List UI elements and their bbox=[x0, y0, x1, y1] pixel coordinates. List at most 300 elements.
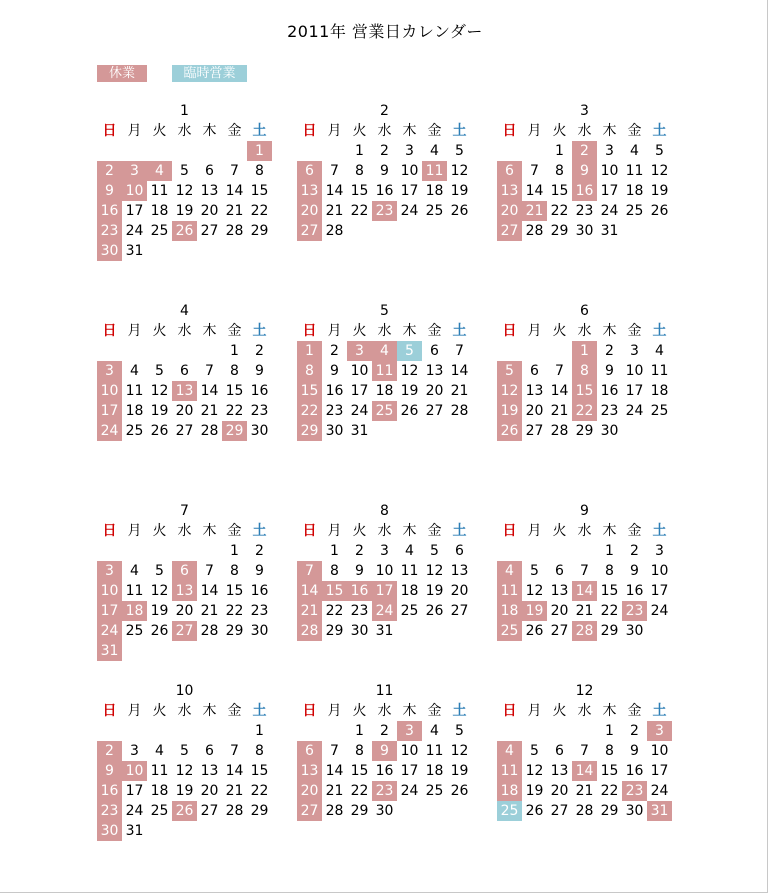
day-cell: 20 bbox=[175, 603, 194, 619]
day-cell: 17 bbox=[125, 203, 144, 219]
day-cell: 17 bbox=[400, 763, 419, 779]
day-cell: 19 bbox=[425, 583, 444, 599]
month-8 bbox=[297, 501, 472, 681]
day-cell: 15 bbox=[250, 183, 269, 199]
day-cell: 11 bbox=[150, 183, 169, 199]
day-cell: 16 bbox=[600, 383, 619, 399]
weekday-header: 火 bbox=[152, 123, 167, 139]
weekday-header: 金 bbox=[627, 323, 642, 339]
weekday-header: 月 bbox=[327, 123, 342, 139]
day-cell: 20 bbox=[550, 603, 569, 619]
day-cell: 6 bbox=[297, 741, 322, 761]
day-cell: 3 bbox=[130, 743, 139, 759]
day-cell: 3 bbox=[122, 161, 147, 181]
day-cell: 21 bbox=[575, 783, 594, 799]
day-cell: 1 bbox=[255, 723, 264, 739]
month-1 bbox=[97, 101, 272, 281]
day-cell: 10 bbox=[400, 163, 419, 179]
day-cell: 5 bbox=[180, 163, 189, 179]
weekday-header: 木 bbox=[402, 123, 417, 139]
day-cell: 7 bbox=[230, 163, 239, 179]
day-cell: 4 bbox=[147, 161, 172, 181]
day-cell: 26 bbox=[425, 603, 444, 619]
month-10 bbox=[97, 681, 272, 861]
day-cell: 13 bbox=[297, 181, 322, 201]
day-cell: 17 bbox=[97, 401, 122, 421]
weekday-header: 土 bbox=[252, 123, 267, 139]
weekday-header: 土 bbox=[452, 523, 467, 539]
weekday-header: 木 bbox=[202, 703, 217, 719]
month-title: 9 bbox=[580, 503, 589, 519]
day-cell: 13 bbox=[200, 183, 219, 199]
day-cell: 29 bbox=[600, 623, 619, 639]
day-cell: 14 bbox=[450, 363, 469, 379]
day-cell: 3 bbox=[97, 561, 122, 581]
day-cell: 10 bbox=[122, 181, 147, 201]
day-cell: 29 bbox=[575, 423, 594, 439]
month-title: 10 bbox=[175, 683, 194, 699]
day-cell: 22 bbox=[225, 403, 244, 419]
month-title: 7 bbox=[180, 503, 189, 519]
day-cell: 4 bbox=[497, 561, 522, 581]
day-cell: 13 bbox=[425, 363, 444, 379]
month-11 bbox=[297, 681, 472, 861]
day-cell: 19 bbox=[650, 183, 669, 199]
day-cell: 6 bbox=[172, 561, 197, 581]
day-cell: 21 bbox=[200, 403, 219, 419]
day-cell: 1 bbox=[230, 543, 239, 559]
day-cell: 15 bbox=[225, 383, 244, 399]
day-cell: 21 bbox=[225, 203, 244, 219]
month-title: 2 bbox=[380, 103, 389, 119]
day-cell: 7 bbox=[297, 561, 322, 581]
day-cell: 25 bbox=[425, 783, 444, 799]
day-cell: 28 bbox=[575, 803, 594, 819]
weekday-header: 水 bbox=[177, 123, 192, 139]
day-cell: 18 bbox=[150, 783, 169, 799]
day-cell: 8 bbox=[230, 363, 239, 379]
weekday-header: 水 bbox=[577, 703, 592, 719]
day-cell: 29 bbox=[550, 223, 569, 239]
day-cell: 15 bbox=[350, 763, 369, 779]
day-cell: 10 bbox=[625, 363, 644, 379]
day-cell: 23 bbox=[622, 601, 647, 621]
day-cell: 13 bbox=[550, 583, 569, 599]
day-cell: 14 bbox=[325, 183, 344, 199]
weekday-header: 月 bbox=[327, 323, 342, 339]
day-cell: 27 bbox=[200, 803, 219, 819]
day-cell: 1 bbox=[247, 141, 272, 161]
day-cell: 18 bbox=[375, 383, 394, 399]
day-cell: 6 bbox=[455, 543, 464, 559]
day-cell: 6 bbox=[180, 363, 189, 379]
day-cell: 4 bbox=[630, 143, 639, 159]
weekday-header: 木 bbox=[402, 523, 417, 539]
day-cell: 23 bbox=[250, 603, 269, 619]
weekday-header: 金 bbox=[227, 123, 242, 139]
day-cell: 21 bbox=[550, 403, 569, 419]
day-cell: 8 bbox=[555, 163, 564, 179]
day-cell: 23 bbox=[250, 403, 269, 419]
day-cell: 3 bbox=[630, 343, 639, 359]
day-cell: 20 bbox=[200, 203, 219, 219]
weekday-header: 土 bbox=[452, 323, 467, 339]
day-cell: 11 bbox=[497, 581, 522, 601]
day-cell: 2 bbox=[380, 723, 389, 739]
day-cell: 24 bbox=[125, 803, 144, 819]
day-cell: 8 bbox=[330, 563, 339, 579]
weekday-header: 月 bbox=[127, 323, 142, 339]
day-cell: 25 bbox=[150, 223, 169, 239]
day-cell: 28 bbox=[450, 403, 469, 419]
weekday-header: 水 bbox=[177, 323, 192, 339]
day-cell: 29 bbox=[250, 803, 269, 819]
day-cell: 10 bbox=[350, 363, 369, 379]
day-cell: 7 bbox=[205, 563, 214, 579]
weekday-header: 土 bbox=[452, 123, 467, 139]
day-cell: 19 bbox=[450, 763, 469, 779]
day-cell: 2 bbox=[380, 143, 389, 159]
day-cell: 28 bbox=[550, 423, 569, 439]
weekday-header: 日 bbox=[502, 123, 517, 139]
weekday-header: 木 bbox=[202, 123, 217, 139]
day-cell: 12 bbox=[450, 163, 469, 179]
day-cell: 5 bbox=[155, 563, 164, 579]
day-cell: 25 bbox=[497, 801, 522, 821]
day-cell: 30 bbox=[250, 423, 269, 439]
day-cell: 7 bbox=[555, 363, 564, 379]
weekday-header: 日 bbox=[302, 523, 317, 539]
weekday-header: 木 bbox=[202, 323, 217, 339]
weekday-header: 金 bbox=[427, 323, 442, 339]
day-cell: 17 bbox=[400, 183, 419, 199]
day-cell: 17 bbox=[600, 183, 619, 199]
day-cell: 22 bbox=[225, 603, 244, 619]
month-title: 6 bbox=[580, 303, 589, 319]
day-cell: 10 bbox=[650, 743, 669, 759]
day-cell: 9 bbox=[630, 743, 639, 759]
day-cell: 2 bbox=[97, 741, 122, 761]
day-cell: 4 bbox=[130, 563, 139, 579]
day-cell: 26 bbox=[172, 801, 197, 821]
day-cell: 31 bbox=[375, 623, 394, 639]
day-cell: 24 bbox=[600, 203, 619, 219]
day-cell: 12 bbox=[425, 563, 444, 579]
weekday-header: 火 bbox=[152, 323, 167, 339]
day-cell: 10 bbox=[400, 743, 419, 759]
weekday-header: 水 bbox=[377, 523, 392, 539]
weekday-header: 金 bbox=[627, 703, 642, 719]
weekday-header: 金 bbox=[427, 123, 442, 139]
day-cell: 27 bbox=[525, 423, 544, 439]
month-12 bbox=[497, 681, 672, 861]
day-cell: 28 bbox=[225, 223, 244, 239]
day-cell: 1 bbox=[355, 143, 364, 159]
weekday-header: 水 bbox=[177, 703, 192, 719]
day-cell: 22 bbox=[325, 603, 344, 619]
day-cell: 24 bbox=[400, 783, 419, 799]
day-cell: 21 bbox=[450, 383, 469, 399]
day-cell: 22 bbox=[350, 203, 369, 219]
day-cell: 2 bbox=[572, 141, 597, 161]
weekday-header: 月 bbox=[527, 123, 542, 139]
day-cell: 12 bbox=[525, 763, 544, 779]
day-cell: 14 bbox=[525, 183, 544, 199]
day-cell: 5 bbox=[155, 363, 164, 379]
day-cell: 9 bbox=[605, 363, 614, 379]
day-cell: 25 bbox=[125, 423, 144, 439]
weekday-header: 土 bbox=[252, 323, 267, 339]
day-cell: 22 bbox=[600, 783, 619, 799]
day-cell: 1 bbox=[355, 723, 364, 739]
day-cell: 30 bbox=[97, 821, 122, 841]
day-cell: 10 bbox=[97, 581, 122, 601]
day-cell: 24 bbox=[372, 601, 397, 621]
day-cell: 11 bbox=[497, 761, 522, 781]
day-cell: 11 bbox=[372, 361, 397, 381]
day-cell: 27 bbox=[550, 803, 569, 819]
day-cell: 27 bbox=[550, 623, 569, 639]
day-cell: 19 bbox=[450, 183, 469, 199]
day-cell: 15 bbox=[600, 763, 619, 779]
day-cell: 7 bbox=[455, 343, 464, 359]
day-cell: 4 bbox=[130, 363, 139, 379]
day-cell: 2 bbox=[255, 543, 264, 559]
day-cell: 30 bbox=[375, 803, 394, 819]
day-cell: 15 bbox=[322, 581, 347, 601]
day-cell: 16 bbox=[325, 383, 344, 399]
month-title: 1 bbox=[180, 103, 189, 119]
day-cell: 23 bbox=[372, 781, 397, 801]
day-cell: 5 bbox=[530, 563, 539, 579]
day-cell: 15 bbox=[572, 381, 597, 401]
day-cell: 29 bbox=[250, 223, 269, 239]
weekday-header: 日 bbox=[102, 703, 117, 719]
day-cell: 6 bbox=[297, 161, 322, 181]
day-cell: 20 bbox=[297, 781, 322, 801]
day-cell: 16 bbox=[625, 763, 644, 779]
day-cell: 7 bbox=[205, 363, 214, 379]
day-cell: 9 bbox=[372, 741, 397, 761]
weekday-header: 土 bbox=[252, 523, 267, 539]
day-cell: 4 bbox=[372, 341, 397, 361]
day-cell: 27 bbox=[497, 221, 522, 241]
day-cell: 6 bbox=[205, 163, 214, 179]
day-cell: 7 bbox=[530, 163, 539, 179]
day-cell: 2 bbox=[97, 161, 122, 181]
day-cell: 5 bbox=[655, 143, 664, 159]
day-cell: 30 bbox=[325, 423, 344, 439]
weekday-header: 土 bbox=[652, 703, 667, 719]
day-cell: 13 bbox=[172, 581, 197, 601]
day-cell: 24 bbox=[97, 621, 122, 641]
day-cell: 1 bbox=[555, 143, 564, 159]
day-cell: 23 bbox=[350, 603, 369, 619]
day-cell: 16 bbox=[572, 181, 597, 201]
day-cell: 2 bbox=[355, 543, 364, 559]
day-cell: 16 bbox=[97, 781, 122, 801]
day-cell: 23 bbox=[600, 403, 619, 419]
day-cell: 17 bbox=[350, 383, 369, 399]
day-cell: 1 bbox=[605, 543, 614, 559]
day-cell: 7 bbox=[580, 563, 589, 579]
day-cell: 13 bbox=[200, 763, 219, 779]
day-cell: 13 bbox=[172, 381, 197, 401]
day-cell: 16 bbox=[250, 383, 269, 399]
legend-special-swatch: 臨時営業 bbox=[172, 65, 247, 82]
day-cell: 18 bbox=[625, 183, 644, 199]
day-cell: 18 bbox=[122, 601, 147, 621]
day-cell: 14 bbox=[325, 763, 344, 779]
day-cell: 13 bbox=[450, 563, 469, 579]
day-cell: 4 bbox=[430, 723, 439, 739]
day-cell: 28 bbox=[572, 621, 597, 641]
day-cell: 31 bbox=[350, 423, 369, 439]
day-cell: 28 bbox=[200, 623, 219, 639]
weekday-header: 月 bbox=[127, 123, 142, 139]
weekday-header: 日 bbox=[302, 123, 317, 139]
day-cell: 30 bbox=[97, 241, 122, 261]
day-cell: 9 bbox=[330, 363, 339, 379]
day-cell: 13 bbox=[297, 761, 322, 781]
day-cell: 21 bbox=[200, 603, 219, 619]
day-cell: 19 bbox=[497, 401, 522, 421]
day-cell: 14 bbox=[297, 581, 322, 601]
day-cell: 12 bbox=[175, 183, 194, 199]
day-cell: 7 bbox=[230, 743, 239, 759]
day-cell: 30 bbox=[625, 623, 644, 639]
day-cell: 9 bbox=[355, 563, 364, 579]
day-cell: 3 bbox=[405, 143, 414, 159]
day-cell: 20 bbox=[450, 583, 469, 599]
day-cell: 22 bbox=[550, 203, 569, 219]
weekday-header: 水 bbox=[577, 523, 592, 539]
day-cell: 4 bbox=[655, 343, 664, 359]
weekday-header: 日 bbox=[302, 323, 317, 339]
day-cell: 19 bbox=[150, 403, 169, 419]
weekday-header: 火 bbox=[552, 123, 567, 139]
day-cell: 28 bbox=[525, 223, 544, 239]
day-cell: 18 bbox=[497, 601, 522, 621]
day-cell: 27 bbox=[297, 221, 322, 241]
weekday-header: 水 bbox=[377, 323, 392, 339]
day-cell: 30 bbox=[625, 803, 644, 819]
month-2 bbox=[297, 101, 472, 281]
day-cell: 3 bbox=[397, 721, 422, 741]
day-cell: 2 bbox=[605, 343, 614, 359]
weekday-header: 月 bbox=[127, 523, 142, 539]
day-cell: 5 bbox=[430, 543, 439, 559]
day-cell: 5 bbox=[180, 743, 189, 759]
month-7 bbox=[97, 501, 272, 681]
day-cell: 25 bbox=[150, 803, 169, 819]
day-cell: 29 bbox=[350, 803, 369, 819]
weekday-header: 月 bbox=[327, 703, 342, 719]
weekday-header: 火 bbox=[152, 703, 167, 719]
day-cell: 30 bbox=[575, 223, 594, 239]
day-cell: 2 bbox=[330, 343, 339, 359]
day-cell: 12 bbox=[450, 743, 469, 759]
day-cell: 15 bbox=[350, 183, 369, 199]
month-6 bbox=[497, 301, 672, 481]
day-cell: 7 bbox=[580, 743, 589, 759]
weekday-header: 火 bbox=[352, 323, 367, 339]
day-cell: 18 bbox=[650, 383, 669, 399]
day-cell: 20 bbox=[425, 383, 444, 399]
day-cell: 2 bbox=[630, 723, 639, 739]
day-cell: 3 bbox=[605, 143, 614, 159]
day-cell: 8 bbox=[355, 163, 364, 179]
day-cell: 27 bbox=[172, 621, 197, 641]
day-cell: 22 bbox=[350, 783, 369, 799]
day-cell: 9 bbox=[97, 761, 122, 781]
day-cell: 26 bbox=[150, 423, 169, 439]
day-cell: 12 bbox=[150, 583, 169, 599]
day-cell: 12 bbox=[497, 381, 522, 401]
weekday-header: 金 bbox=[627, 123, 642, 139]
day-cell: 8 bbox=[605, 743, 614, 759]
weekday-header: 木 bbox=[402, 323, 417, 339]
weekday-header: 土 bbox=[452, 703, 467, 719]
day-cell: 14 bbox=[225, 763, 244, 779]
day-cell: 13 bbox=[497, 181, 522, 201]
weekday-header: 木 bbox=[402, 703, 417, 719]
day-cell: 10 bbox=[650, 563, 669, 579]
weekday-header: 日 bbox=[102, 323, 117, 339]
day-cell: 21 bbox=[522, 201, 547, 221]
day-cell: 27 bbox=[297, 801, 322, 821]
day-cell: 22 bbox=[572, 401, 597, 421]
weekday-header: 土 bbox=[652, 123, 667, 139]
day-cell: 11 bbox=[425, 743, 444, 759]
day-cell: 16 bbox=[250, 583, 269, 599]
day-cell: 26 bbox=[150, 623, 169, 639]
day-cell: 25 bbox=[372, 401, 397, 421]
day-cell: 31 bbox=[600, 223, 619, 239]
day-cell: 16 bbox=[97, 201, 122, 221]
day-cell: 9 bbox=[255, 363, 264, 379]
day-cell: 24 bbox=[625, 403, 644, 419]
day-cell: 21 bbox=[297, 601, 322, 621]
day-cell: 8 bbox=[297, 361, 322, 381]
day-cell: 1 bbox=[330, 543, 339, 559]
day-cell: 29 bbox=[600, 803, 619, 819]
day-cell: 15 bbox=[600, 583, 619, 599]
day-cell: 20 bbox=[525, 403, 544, 419]
day-cell: 20 bbox=[297, 201, 322, 221]
legend-closed-swatch: 休業 bbox=[97, 65, 147, 82]
day-cell: 3 bbox=[347, 341, 372, 361]
day-cell: 6 bbox=[497, 161, 522, 181]
day-cell: 4 bbox=[155, 743, 164, 759]
weekday-header: 金 bbox=[427, 703, 442, 719]
day-cell: 26 bbox=[172, 221, 197, 241]
day-cell: 10 bbox=[375, 563, 394, 579]
day-cell: 3 bbox=[380, 543, 389, 559]
day-cell: 30 bbox=[250, 623, 269, 639]
day-cell: 5 bbox=[530, 743, 539, 759]
day-cell: 6 bbox=[205, 743, 214, 759]
day-cell: 10 bbox=[97, 381, 122, 401]
day-cell: 27 bbox=[200, 223, 219, 239]
month-title: 12 bbox=[575, 683, 594, 699]
day-cell: 23 bbox=[325, 403, 344, 419]
day-cell: 23 bbox=[97, 801, 122, 821]
day-cell: 22 bbox=[250, 783, 269, 799]
day-cell: 14 bbox=[200, 583, 219, 599]
weekday-header: 金 bbox=[427, 523, 442, 539]
weekday-header: 月 bbox=[527, 323, 542, 339]
